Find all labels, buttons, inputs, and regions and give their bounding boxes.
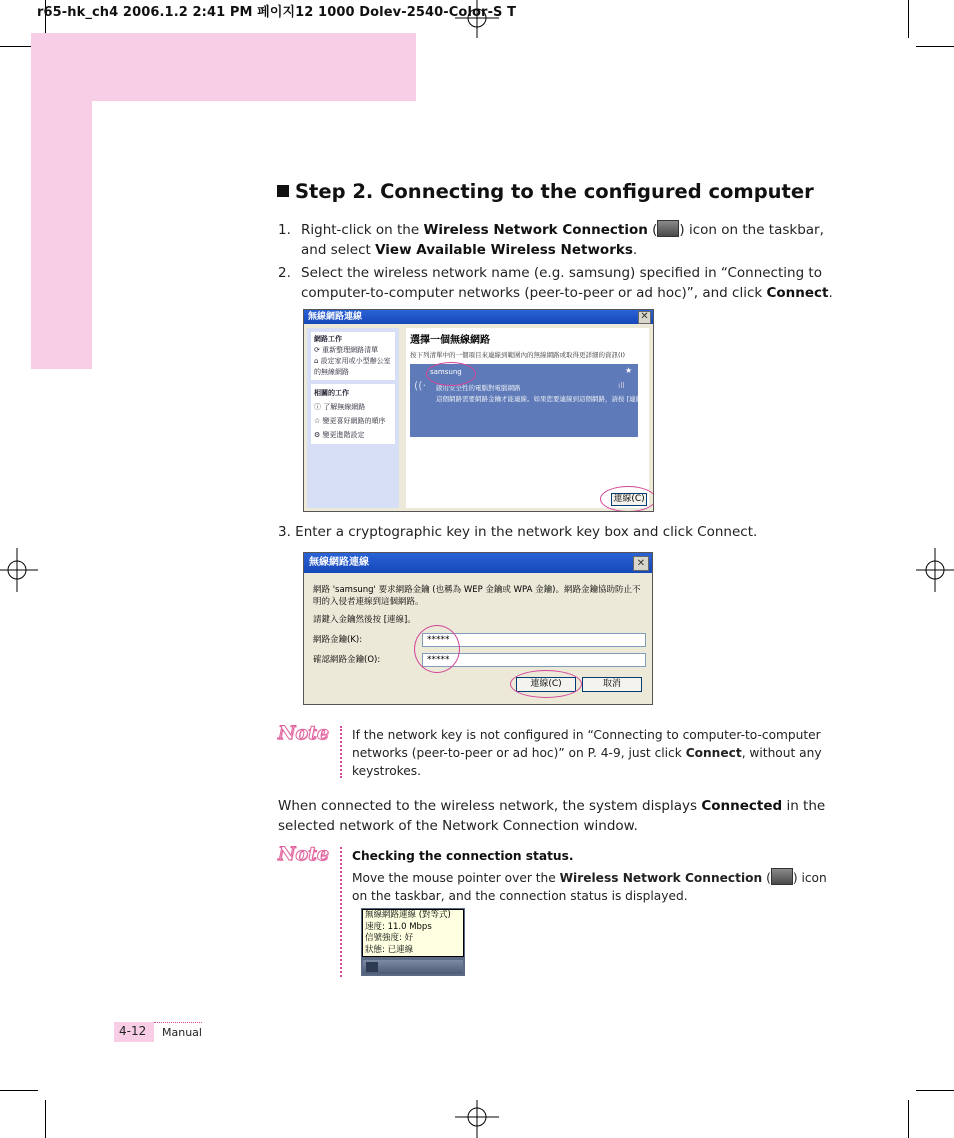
highlight-ring bbox=[600, 486, 654, 512]
confirm-key-field[interactable]: ***** bbox=[422, 653, 646, 667]
task-refresh-link[interactable]: ⟳ 重新整理網路清單 bbox=[314, 346, 379, 354]
task-learn-link[interactable]: ⓘ 了解無線網路 bbox=[314, 403, 366, 411]
note-2-text: Checking the connection status. Move the mouse pointer over the Wireless Network Connection ( ) icon on the taskbar, and the connection status is displayed. bbox=[352, 849, 827, 903]
connect-button[interactable]: 連線(C) bbox=[516, 677, 576, 692]
note-label: Note bbox=[278, 843, 329, 865]
square-bullet-icon bbox=[277, 185, 289, 197]
highlight-ring bbox=[510, 670, 582, 698]
wireless-network-icon: ((· bbox=[414, 379, 427, 392]
wireless-connection-icon bbox=[771, 868, 793, 885]
network-list-item[interactable]: samsung ★ ıll 啟用安全性的電腦對電腦網路 這個網路需要網路金鑰才能連線。如果您要連線到這個網路，請按 [連線]。 ((· bbox=[410, 364, 638, 437]
pink-side-bar bbox=[31, 101, 92, 369]
footer-label: Manual bbox=[162, 1026, 202, 1039]
registration-mark-right bbox=[916, 548, 954, 592]
crop-mark bbox=[908, 1100, 909, 1138]
crop-mark bbox=[916, 46, 954, 47]
network-tasks-box: 網路工作 ⟳ 重新整理網路清單 ⌂ 設定家用或小型辦公室的無線網路 bbox=[311, 332, 395, 380]
note-label: Note bbox=[278, 722, 329, 744]
related-tasks-box: 相關的工作 ⓘ 了解無線網路 ☆ 變更喜好網路的順序 ⚙ 變更進階設定 bbox=[311, 384, 395, 444]
footer-rule bbox=[154, 1022, 202, 1023]
wireless-network-dialog bbox=[303, 309, 654, 512]
status-tooltip: 無線網路連線 (對等式) 速度: 11.0 Mbps 信號強度: 好 狀態: 已連線 bbox=[362, 909, 464, 957]
task-advanced-link[interactable]: ⚙ 變更進階設定 bbox=[314, 431, 365, 439]
wireless-connection-icon bbox=[657, 220, 679, 237]
connect-button[interactable]: 連線(C) bbox=[611, 493, 647, 506]
network-key-dialog: 無線網路連線 ✕ 網路 'samsung' 要求網路金鑰 (也稱為 WEP 金鑰或 WPA 金鑰)。網路金鑰協助防止不 明的入侵者連線到這個網路。 請鍵入金鑰然後按 [連線]。 網路金鑰(K): ***** 確認網路金鑰(O): ***** 連線(C) 取消 bbox=[303, 552, 653, 705]
crop-mark bbox=[45, 1100, 46, 1138]
task-pane bbox=[307, 328, 399, 508]
connected-paragraph: When connected to the wireless network, the system displays Connected in the selected network of the Network Connection window. bbox=[278, 798, 826, 834]
note-divider bbox=[340, 847, 342, 977]
highlight-ring bbox=[414, 625, 460, 673]
step-3: 3. Enter a cryptographic key in the network key box and click Connect. bbox=[278, 524, 758, 540]
task-order-link[interactable]: ☆ 變更喜好網路的順序 bbox=[314, 417, 386, 425]
network-pane: 選擇一個無線網路 按下列清單中的一個項目來連線到範圍內的無線網路或取得更詳細的資訊(I) samsung ★ ıll 啟用安全性的電腦對電腦網路 這個網路需要網路金鑰才能連線。如果您要連線到這個網路，請按 [連線]。 ((· 連線(C) bbox=[406, 328, 649, 508]
status-tooltip-screenshot bbox=[361, 908, 465, 976]
taskbar-tray bbox=[363, 960, 463, 974]
crop-mark bbox=[0, 1090, 38, 1091]
page-number: 4-12 bbox=[119, 1024, 147, 1038]
step-2: 2. Select the wireless network name (e.g. samsung) specified in “Connecting to computer-to-computer networks (peer-to-peer or ad hoc)”, and click Connect. bbox=[278, 265, 833, 301]
star-icon: ★ bbox=[625, 366, 633, 375]
crop-mark bbox=[908, 0, 909, 38]
note-divider bbox=[340, 726, 342, 778]
task-setup-link[interactable]: ⌂ 設定家用或小型辦公室的無線網路 bbox=[314, 357, 391, 376]
step-1: 1. Right-click on the Wireless Network Connection ( ) icon on the taskbar, and select View Available Wireless Networks. bbox=[278, 222, 824, 258]
cancel-button[interactable]: 取消 bbox=[582, 677, 642, 692]
crop-mark bbox=[916, 1090, 954, 1091]
network-key-field[interactable]: ***** bbox=[422, 633, 646, 647]
close-button[interactable]: ✕ bbox=[633, 556, 649, 571]
print-header: r65-hk_ch4 2006.1.2 2:41 PM 페이지12 1000 Dolev-2540-Color-S T bbox=[37, 5, 517, 20]
dialog-titlebar: 無線網路連線 bbox=[304, 310, 653, 324]
note-1-text: If the network key is not configured in “Connecting to computer-to-computer networks (peer-to-peer or ad hoc)” on P. 4-9, just click Connect, without any keystrokes. bbox=[352, 728, 822, 778]
close-button[interactable]: ✕ bbox=[638, 311, 651, 324]
step-title: Step 2. Connecting to the configured computer bbox=[277, 180, 814, 203]
pink-banner bbox=[31, 33, 416, 101]
highlight-ring bbox=[426, 362, 476, 386]
dialog-titlebar: 無線網路連線 bbox=[304, 553, 652, 573]
signal-strength-icon: ıll bbox=[618, 381, 625, 390]
registration-mark-bottom bbox=[455, 1100, 499, 1138]
wireless-connection-icon[interactable] bbox=[366, 962, 378, 972]
registration-mark-left bbox=[0, 548, 38, 592]
